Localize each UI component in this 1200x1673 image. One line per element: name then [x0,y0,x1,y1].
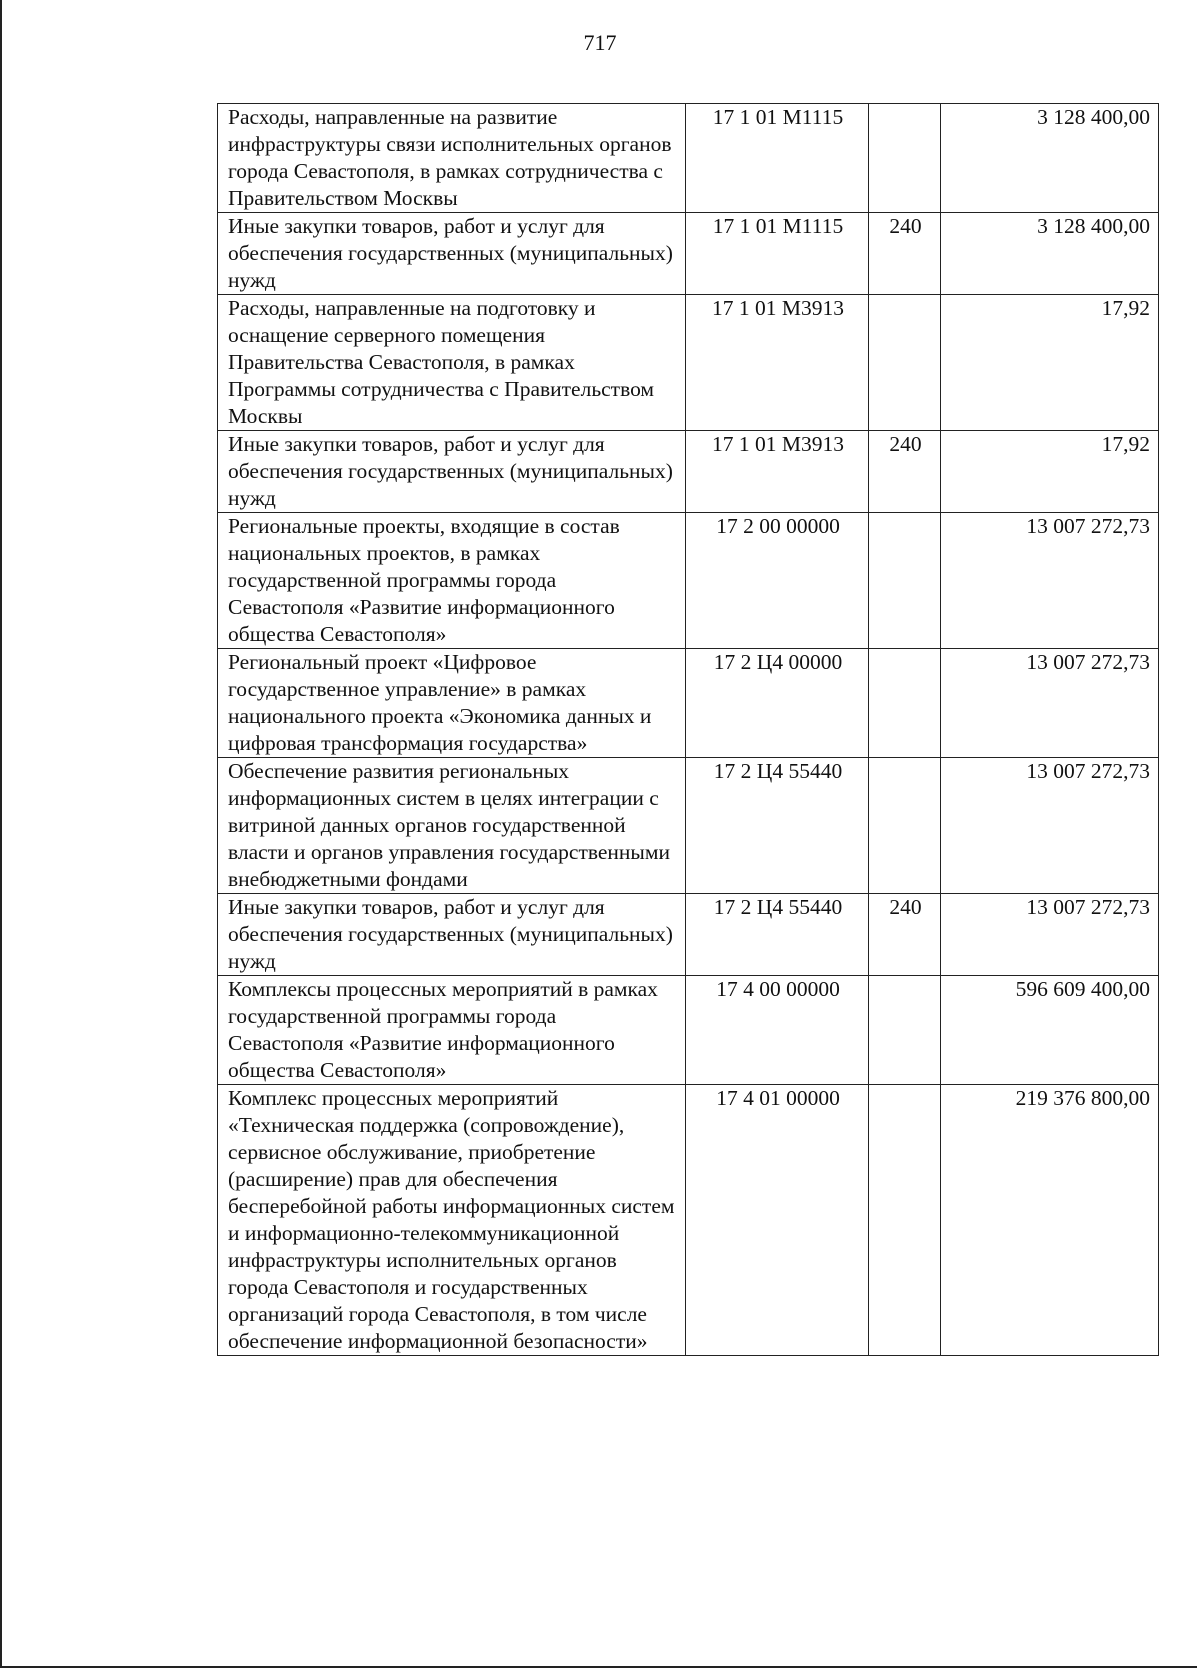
expense-type-cell [869,104,941,213]
table-row [218,104,1159,213]
amount-cell: 13 007 272,73 [941,649,1159,758]
row-name-cell: Комплекс процессных мероприятий «Техническая поддержка (сопровождение), сервисное обслуживание, приобретение (расширение) прав для обеспечения бесперебойной работы информационных систем и информационно-телекоммуникационной инфраструктуры исполнительных органов города Севастополя и государственных организаций города Севастополя, в том числе обеспечение информационной безопасности» [218,1085,686,1356]
table-row [218,1085,1159,1356]
expense-type-cell: 240 [869,431,941,513]
expense-type-cell [869,649,941,758]
table-row [218,758,1159,894]
row-name-cell: Региональный проект «Цифровое государственное управление» в рамках национального проекта «Экономика данных и цифровая трансформация государства» [218,649,686,758]
budget-table-body [218,104,1159,1356]
amount-cell: 13 007 272,73 [941,894,1159,976]
row-name-cell: Иные закупки товаров, работ и услуг для обеспечения государственных (муниципальных) нужд [218,431,686,513]
target-article-code-cell: 17 2 Ц4 55440 [686,758,869,894]
amount-cell: 13 007 272,73 [941,513,1159,649]
row-name-cell: Региональные проекты, входящие в состав национальных проектов, в рамках государственной программы города Севастополя «Развитие информационного общества Севастополя» [218,513,686,649]
budget-table [217,103,1159,1356]
expense-type-cell [869,976,941,1085]
target-article-code-cell: 17 1 01 М3913 [686,295,869,431]
amount-cell: 13 007 272,73 [941,758,1159,894]
amount-cell: 17,92 [941,431,1159,513]
row-name-cell: Комплексы процессных мероприятий в рамках государственной программы города Севастополя «Развитие информационного общества Севастополя» [218,976,686,1085]
target-article-code-cell: 17 1 01 М1115 [686,213,869,295]
target-article-code-cell: 17 2 00 00000 [686,513,869,649]
page-number: 717 [583,30,617,55]
row-name-cell: Обеспечение развития региональных информационных систем в целях интеграции с витриной данных органов государственной власти и органов управления государственными внебюджетными фондами [218,758,686,894]
target-article-code-cell: 17 2 Ц4 00000 [686,649,869,758]
table-row [218,431,1159,513]
expense-type-cell [869,758,941,894]
table-row [218,894,1159,976]
amount-cell: 3 128 400,00 [941,213,1159,295]
row-name-cell: Иные закупки товаров, работ и услуг для обеспечения государственных (муниципальных) нужд [218,894,686,976]
target-article-code-cell: 17 1 01 М3913 [686,431,869,513]
target-article-code-cell: 17 2 Ц4 55440 [686,894,869,976]
row-name-cell: Иные закупки товаров, работ и услуг для обеспечения государственных (муниципальных) нужд [218,213,686,295]
expense-type-cell: 240 [869,213,941,295]
target-article-code-cell: 17 4 00 00000 [686,976,869,1085]
amount-cell: 596 609 400,00 [941,976,1159,1085]
target-article-code-cell: 17 4 01 00000 [686,1085,869,1356]
amount-cell: 3 128 400,00 [941,104,1159,213]
target-article-code-cell: 17 1 01 М1115 [686,104,869,213]
table-row [218,976,1159,1085]
amount-cell: 219 376 800,00 [941,1085,1159,1356]
row-name-cell: Расходы, направленные на развитие инфраструктуры связи исполнительных органов города Севастополя, в рамках сотрудничества с Правительством Москвы [218,104,686,213]
expense-type-cell [869,295,941,431]
row-name-cell: Расходы, направленные на подготовку и оснащение серверного помещения Правительства Севастополя, в рамках Программы сотрудничества с Правительством Москвы [218,295,686,431]
amount-cell: 17,92 [941,295,1159,431]
table-row [218,513,1159,649]
table-row [218,213,1159,295]
table-row [218,295,1159,431]
expense-type-cell: 240 [869,894,941,976]
expense-type-cell [869,1085,941,1356]
table-row [218,649,1159,758]
expense-type-cell [869,513,941,649]
